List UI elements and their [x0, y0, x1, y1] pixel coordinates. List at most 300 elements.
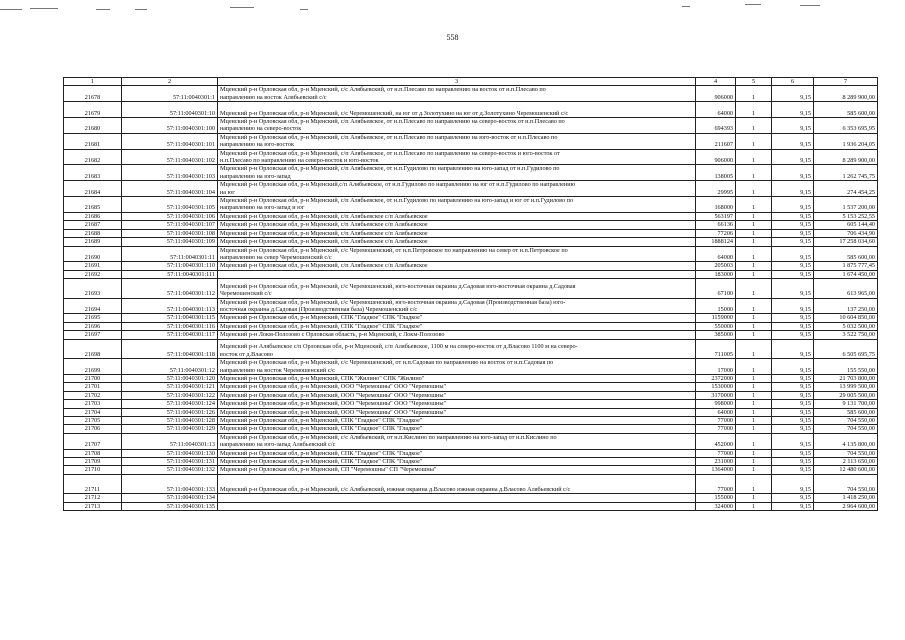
- cadastral-number-cell: 57:11:0040301:126: [122, 408, 218, 416]
- quantity-cell: 1: [736, 417, 772, 425]
- table-row: [64, 102, 878, 118]
- table-row: [64, 383, 878, 391]
- location-description-cell: [218, 502, 696, 510]
- location-description-cell: [218, 133, 696, 149]
- rate-cell: 9,15: [772, 133, 814, 149]
- value-cell: 704 550,00: [814, 474, 878, 494]
- table-row: [64, 359, 878, 375]
- cadastral-number-cell: 57:11:0040301:130: [122, 449, 218, 457]
- table-row: [64, 391, 878, 399]
- parcel-id-cell: 21706: [64, 425, 122, 433]
- location-description-cell: [218, 458, 696, 466]
- value-cell: 704 550,00: [814, 417, 878, 425]
- rate-cell: 9,15: [772, 391, 814, 399]
- value-cell: 704 550,00: [814, 425, 878, 433]
- table-row: [64, 149, 878, 165]
- area-cell: 3170000: [696, 391, 736, 399]
- description-line: Черемошенский с/с: [220, 290, 272, 298]
- location-description-cell: [218, 449, 696, 457]
- description-line: Мценский р-н Орловская обл, р-н Мценский, СПК "Гладкое" СПК "Гладкое": [220, 449, 423, 457]
- cadastral-number-cell: 57:11:0040301:113: [122, 298, 218, 314]
- location-description-cell: [218, 359, 696, 375]
- location-description-cell: [218, 221, 696, 229]
- area-cell: 1364000: [696, 466, 736, 474]
- cadastral-number-cell: 57:11:0040301:13: [122, 433, 218, 449]
- description-line: Мценский р-н Локм-Полозово с Орловская область, р-н Мценский, с Локм-Полозово: [220, 331, 445, 339]
- cadastral-number-cell: 57:11:0040301:121: [122, 383, 218, 391]
- description-line: Мценский р-н Орловская обл, р-н Мценский, с/п Алябьевское с/п Алябьевское: [220, 229, 428, 237]
- description-line: Мценский р-н Орловская обл, р-н Мценский, с/п Алябьевское, от н.п.Гудилово по направлению на юго-запад от н.п.Гудилово по: [220, 165, 560, 173]
- cadastral-number-cell: 57:11:0040301:107: [122, 221, 218, 229]
- parcel-id-cell: 21679: [64, 102, 122, 118]
- cadastral-number-cell: 57:11:0040301:12: [122, 359, 218, 375]
- quantity-cell: 1: [736, 118, 772, 134]
- value-cell: 605 144,40: [814, 221, 878, 229]
- quantity-cell: 1: [736, 246, 772, 262]
- parcel-id-cell: 21700: [64, 374, 122, 382]
- quantity-cell: 1: [736, 391, 772, 399]
- area-cell: 694393: [696, 118, 736, 134]
- cadastral-number-cell: 57:11:0040301:122: [122, 391, 218, 399]
- description-line: Мценский р-н Орловская обл, р-н Мценский, СПК "Гладкое" СПК "Гладкое": [220, 314, 423, 322]
- rate-cell: 9,15: [772, 270, 814, 278]
- rate-cell: 9,15: [772, 425, 814, 433]
- value-cell: 6 353 695,95: [814, 118, 878, 134]
- table-row: [64, 229, 878, 237]
- rate-cell: 9,15: [772, 165, 814, 181]
- quantity-cell: 1: [736, 212, 772, 220]
- cadastral-number-cell: 57:11:0040301:106: [122, 212, 218, 220]
- area-cell: 231000: [696, 458, 736, 466]
- cadastral-number-cell: 57:11:0040301:102: [122, 149, 218, 165]
- parcel-id-cell: 21682: [64, 149, 122, 165]
- description-line: направлению на восток Алябьевский с/с: [220, 93, 327, 101]
- description-line: восточная окраина д.Садовая (Производственная база) Черемошенский с/с: [220, 306, 418, 314]
- description-line: Мценский р-н Орловская обл, р-н Мценский, СП "Черемошны" СП "Черемошны": [220, 466, 437, 474]
- column-header: 6: [772, 78, 814, 86]
- table-row: [64, 425, 878, 433]
- table-row: [64, 502, 878, 510]
- cadastral-number-cell: 57:11:0040301:11: [122, 246, 218, 262]
- location-description-cell: [218, 165, 696, 181]
- table-row: [64, 86, 878, 102]
- column-header: 4: [696, 78, 736, 86]
- cadastral-number-cell: 57:11:0040301:108: [122, 229, 218, 237]
- location-description-cell: [218, 197, 696, 213]
- cadastral-number-cell: 57:11:0040301:105: [122, 197, 218, 213]
- cadastral-number-cell: 57:11:0040301:124: [122, 400, 218, 408]
- description-line: Мценский р-н Орловская обл, р-н Мценский, с/с Черемошенский, от н.п.Садовая по направлению на восток от н.п.Садовая по: [220, 359, 554, 367]
- location-description-cell: [218, 279, 696, 299]
- description-line: Мценский р-н Орловская обл, р-н Мценский,с/п Алябьевское, от н.п.Гудилово по направлению на юг от н.п.Гудилово по направлению: [220, 181, 576, 189]
- value-cell: 9 131 700,00: [814, 400, 878, 408]
- rate-cell: 9,15: [772, 458, 814, 466]
- rate-cell: 9,15: [772, 322, 814, 330]
- quantity-cell: 1: [736, 102, 772, 118]
- location-description-cell: [218, 246, 696, 262]
- location-description-cell: [218, 331, 696, 339]
- rate-cell: 9,15: [772, 433, 814, 449]
- rate-cell: 9,15: [772, 102, 814, 118]
- table-row: [64, 262, 878, 270]
- location-description-cell: [218, 181, 696, 197]
- rate-cell: 9,15: [772, 494, 814, 502]
- location-description-cell: [218, 229, 696, 237]
- description-line: Мценский р-н Орловская обл, р-н Мценский, с/п Алябьевское, от н.п.Плесаво по направлению на северо-восток от н.п.Плесаво по: [220, 118, 565, 126]
- location-description-cell: [218, 339, 696, 359]
- cadastral-number-cell: 57:11:0040301:131: [122, 458, 218, 466]
- location-description-cell: [218, 102, 696, 118]
- parcel-id-cell: 21708: [64, 449, 122, 457]
- parcel-id-cell: 21703: [64, 400, 122, 408]
- area-cell: 385000: [696, 331, 736, 339]
- description-line: направлению на северо-восток: [220, 125, 302, 133]
- value-cell: 13 999 500,00: [814, 383, 878, 391]
- table-row: [64, 433, 878, 449]
- quantity-cell: 1: [736, 322, 772, 330]
- area-cell: 64000: [696, 102, 736, 118]
- parcel-id-cell: 21696: [64, 322, 122, 330]
- cadastral-number-cell: 57:11:0040301:111: [122, 270, 218, 278]
- parcel-id-cell: 21709: [64, 458, 122, 466]
- quantity-cell: 1: [736, 433, 772, 449]
- table-body: [64, 86, 878, 511]
- description-line: Мценский р-н Орловская обл, р-н Мценский, с/с Черемошенский, на юг от д.Золотухино на юг от д.Золотухино Черемошенский с/с: [220, 109, 569, 117]
- location-description-cell: [218, 86, 696, 102]
- parcel-id-cell: 21691: [64, 262, 122, 270]
- parcel-id-cell: 21687: [64, 221, 122, 229]
- description-line: направлению на юго-запад и юг: [220, 204, 305, 212]
- value-cell: 613 965,00: [814, 279, 878, 299]
- cadastral-number-cell: 57:11:0040301:109: [122, 238, 218, 246]
- page-number: 558: [446, 33, 459, 42]
- cadastral-number-cell: 57:11:0040301:112: [122, 279, 218, 299]
- description-line: Мценский р-н Орловская обл, р-н Мценский, СПК "Гладкое" СПК "Гладкое": [220, 417, 423, 425]
- value-cell: 12 480 600,00: [814, 466, 878, 474]
- column-header: 1: [64, 78, 122, 86]
- description-line: Мценский р-н Орловская обл, р-н Мценский, с/с Черемошенский, от н.п.Петровское по направлению на север от н.п.Петровское по: [220, 246, 568, 254]
- table-row: [64, 246, 878, 262]
- location-description-cell: [218, 433, 696, 449]
- area-cell: 155000: [696, 494, 736, 502]
- rate-cell: 9,15: [772, 279, 814, 299]
- value-cell: 1 537 200,00: [814, 197, 878, 213]
- table-row: [64, 181, 878, 197]
- description-line: Мценский р-н Орловская обл, р-н Мценский, с/с Алябьевский, от н.п.Кислино по направлению на юго-запад от н.п.Кислино по: [220, 433, 557, 441]
- area-cell: 550000: [696, 322, 736, 330]
- cadastral-number-cell: 57:11:0040301:117: [122, 331, 218, 339]
- cadastral-number-cell: 57:11:0040301:116: [122, 322, 218, 330]
- description-line: Мценский р-н Орловская обл, р-н Мценский, СПК "Жилино" СПК "Жилино": [220, 374, 425, 382]
- parcel-id-cell: 21698: [64, 339, 122, 359]
- value-cell: 1 674 450,00: [814, 270, 878, 278]
- area-cell: 77000: [696, 417, 736, 425]
- location-description-cell: [218, 391, 696, 399]
- area-cell: 64000: [696, 408, 736, 416]
- value-cell: 1 262 745,75: [814, 165, 878, 181]
- area-cell: 205003: [696, 262, 736, 270]
- table-row: [64, 298, 878, 314]
- value-cell: 21 703 800,00: [814, 374, 878, 382]
- description-line: направлению на юго-восток: [220, 141, 294, 149]
- parcel-id-cell: 21705: [64, 417, 122, 425]
- rate-cell: 9,15: [772, 502, 814, 510]
- area-cell: 77000: [696, 425, 736, 433]
- table-row: [64, 466, 878, 474]
- table-row: [64, 221, 878, 229]
- area-cell: 711005: [696, 339, 736, 359]
- quantity-cell: 1: [736, 229, 772, 237]
- rate-cell: 9,15: [772, 339, 814, 359]
- location-description-cell: [218, 425, 696, 433]
- value-cell: 10 604 850,00: [814, 314, 878, 322]
- parcel-id-cell: 21695: [64, 314, 122, 322]
- location-description-cell: [218, 494, 696, 502]
- value-cell: 6 505 695,75: [814, 339, 878, 359]
- rate-cell: 9,15: [772, 212, 814, 220]
- description-line: Мценский р-н Алябьевское с/п Орловская обл, р-н Мценский, с/п Алябьевское, 1100 м на северо-восток от д.Власово 1100 м на северо-: [220, 343, 578, 351]
- cadastral-number-cell: 57:11:0040301:115: [122, 314, 218, 322]
- description-line: направлению на юго-запад Алябьевский с/с: [220, 441, 336, 449]
- rate-cell: 9,15: [772, 149, 814, 165]
- description-line: Мценский р-н Орловская обл, р-н Мценский, с/с Алябьевский, от н.п.Плесаво по направлению на восток от н.п.Плесаво по: [220, 86, 546, 94]
- rate-cell: 9,15: [772, 408, 814, 416]
- rate-cell: 9,15: [772, 181, 814, 197]
- area-cell: 138005: [696, 165, 736, 181]
- description-line: Мценский р-н Орловская обл, р-н Мценский, с/п Алябьевское, от н.п.Плесаво по направлению на юго-восток от н.п.Плесаво по: [220, 133, 558, 141]
- area-cell: 77000: [696, 474, 736, 494]
- value-cell: 2 113 650,00: [814, 458, 878, 466]
- area-cell: 183000: [696, 270, 736, 278]
- parcel-id-cell: 21689: [64, 238, 122, 246]
- value-cell: 17 258 034,60: [814, 238, 878, 246]
- value-cell: 585 600,00: [814, 102, 878, 118]
- rate-cell: 9,15: [772, 417, 814, 425]
- rate-cell: 9,15: [772, 474, 814, 494]
- table-row: [64, 212, 878, 220]
- location-description-cell: [218, 238, 696, 246]
- description-line: Мценский р-н Орловская обл, р-н Мценский, СПК "Гладкое" СПК "Гладкое": [220, 458, 423, 466]
- location-description-cell: [218, 466, 696, 474]
- quantity-cell: 1: [736, 238, 772, 246]
- area-cell: 15000: [696, 298, 736, 314]
- table-row: [64, 238, 878, 246]
- description-line: Мценский р-н Орловская обл, р-н Мценский, с/с Черемошенский, юго-восточная окраина д.Садовая юго-восточная окраина д.Садовая: [220, 282, 576, 290]
- cadastral-number-cell: 57:11:0040301:129: [122, 425, 218, 433]
- column-header: 3: [218, 78, 696, 86]
- parcel-id-cell: 21697: [64, 331, 122, 339]
- rate-cell: 9,15: [772, 86, 814, 102]
- parcel-id-cell: 21686: [64, 212, 122, 220]
- parcel-id-cell: 21694: [64, 298, 122, 314]
- quantity-cell: 1: [736, 374, 772, 382]
- table-row: [64, 133, 878, 149]
- table-row: [64, 118, 878, 134]
- area-cell: 1159000: [696, 314, 736, 322]
- quantity-cell: 1: [736, 197, 772, 213]
- value-cell: 1 936 204,05: [814, 133, 878, 149]
- quantity-cell: 1: [736, 181, 772, 197]
- location-description-cell: [218, 408, 696, 416]
- description-line: Мценский р-н Орловская обл, р-н Мценский, с/с Черемошенский, юго-восточная окраина д.Садовая (Производственная база) юго-: [220, 298, 566, 306]
- location-description-cell: [218, 474, 696, 494]
- cadastral-number-cell: 57:11:0040301:120: [122, 374, 218, 382]
- description-line: на юг: [220, 188, 235, 196]
- quantity-cell: 1: [736, 298, 772, 314]
- quantity-cell: 1: [736, 425, 772, 433]
- rate-cell: 9,15: [772, 314, 814, 322]
- quantity-cell: 1: [736, 400, 772, 408]
- location-description-cell: [218, 383, 696, 391]
- value-cell: 585 600,00: [814, 408, 878, 416]
- description-line: н.п.Плесаво по направлению на северо-восток и юго-восток: [220, 157, 379, 165]
- area-cell: 168000: [696, 197, 736, 213]
- quantity-cell: 1: [736, 133, 772, 149]
- parcel-id-cell: 21688: [64, 229, 122, 237]
- land-parcels-table: [63, 77, 878, 511]
- parcel-id-cell: 21683: [64, 165, 122, 181]
- cadastral-number-cell: 57:11:0040301:110: [122, 262, 218, 270]
- quantity-cell: 1: [736, 359, 772, 375]
- quantity-cell: 1: [736, 221, 772, 229]
- cadastral-number-cell: 57:11:0040301:135: [122, 502, 218, 510]
- value-cell: 706 434,90: [814, 229, 878, 237]
- value-cell: 2 964 600,00: [814, 502, 878, 510]
- cadastral-number-cell: 57:11:0040301:103: [122, 165, 218, 181]
- quantity-cell: 1: [736, 502, 772, 510]
- column-header: 7: [814, 78, 878, 86]
- rate-cell: 9,15: [772, 449, 814, 457]
- parcel-id-cell: 21684: [64, 181, 122, 197]
- description-line: Мценский р-н Орловская обл, р-н Мценский, с/п Алябьевское, от н.п.Плесаво по направлению на северо-восток и юго-восток от: [220, 149, 560, 157]
- rate-cell: 9,15: [772, 238, 814, 246]
- cadastral-number-cell: 57:11:0040301:118: [122, 339, 218, 359]
- description-line: Мценский р-н Орловская обл, р-н Мценский, ООО "Черемошны" ООО "Черемошны": [220, 408, 447, 416]
- quantity-cell: 1: [736, 383, 772, 391]
- parcel-id-cell: 21711: [64, 474, 122, 494]
- table-row: [64, 197, 878, 213]
- quantity-cell: 1: [736, 474, 772, 494]
- table-row: [64, 417, 878, 425]
- parcel-id-cell: 21707: [64, 433, 122, 449]
- cadastral-number-cell: 57:11:0040301:128: [122, 417, 218, 425]
- location-description-cell: [218, 400, 696, 408]
- column-header: 5: [736, 78, 772, 86]
- parcel-id-cell: 21685: [64, 197, 122, 213]
- quantity-cell: 1: [736, 270, 772, 278]
- description-line: Мценский р-н Орловская обл, р-н Мценский, ООО "Черемошны" ООО "Черемошны": [220, 400, 447, 408]
- parcel-id-cell: 21710: [64, 466, 122, 474]
- cadastral-number-cell: 57:11:0040301:1: [122, 86, 218, 102]
- parcel-id-cell: 21681: [64, 133, 122, 149]
- description-line: Мценский р-н Орловская обл, р-н Мценский, ООО "Черемошны" ООО "Черемошны": [220, 383, 447, 391]
- cadastral-number-cell: 57:11:0040301:104: [122, 181, 218, 197]
- value-cell: 5 032 500,00: [814, 322, 878, 330]
- rate-cell: 9,15: [772, 118, 814, 134]
- location-description-cell: [218, 298, 696, 314]
- location-description-cell: [218, 149, 696, 165]
- location-description-cell: [218, 262, 696, 270]
- description-line: Мценский р-н Орловская обл, р-н Мценский, с/с Алябьевский, южная окраина д.Власово южная окраина д.Власово Алябьевский с/с: [220, 485, 571, 493]
- cadastral-number-cell: 57:11:0040301:134: [122, 494, 218, 502]
- table-row: [64, 165, 878, 181]
- description-line: Мценский р-н Орловская обл, р-н Мценский, с/п Алябьевское с/п Алябьевское: [220, 212, 428, 220]
- location-description-cell: [218, 212, 696, 220]
- rate-cell: 9,15: [772, 400, 814, 408]
- rate-cell: 9,15: [772, 246, 814, 262]
- table-row: [64, 458, 878, 466]
- cadastral-number-cell: 57:11:0040301:133: [122, 474, 218, 494]
- description-line: направлению на восток Черемошенский с/с: [220, 366, 335, 374]
- value-cell: 1 418 250,00: [814, 494, 878, 502]
- quantity-cell: 1: [736, 458, 772, 466]
- quantity-cell: 1: [736, 339, 772, 359]
- value-cell: 8 289 900,00: [814, 86, 878, 102]
- location-description-cell: [218, 322, 696, 330]
- area-cell: 77206: [696, 229, 736, 237]
- value-cell: 4 135 800,00: [814, 433, 878, 449]
- parcel-id-cell: 21712: [64, 494, 122, 502]
- quantity-cell: 1: [736, 149, 772, 165]
- value-cell: 29 005 500,00: [814, 391, 878, 399]
- quantity-cell: 1: [736, 165, 772, 181]
- quantity-cell: 1: [736, 449, 772, 457]
- description-line: Мценский р-н Орловская обл, р-н Мценский, СПК "Гладкое" СПК "Гладкое": [220, 425, 423, 433]
- area-cell: 998000: [696, 400, 736, 408]
- value-cell: 274 454,25: [814, 181, 878, 197]
- area-cell: 64000: [696, 246, 736, 262]
- quantity-cell: 1: [736, 279, 772, 299]
- table-row: [64, 270, 878, 278]
- description-line: Мценский р-н Орловская обл, р-н Мценский, ООО "Черемошны" ООО "Черемошны": [220, 391, 447, 399]
- area-cell: 77000: [696, 449, 736, 457]
- rate-cell: 9,15: [772, 298, 814, 314]
- parcel-id-cell: 21678: [64, 86, 122, 102]
- location-description-cell: [218, 417, 696, 425]
- rate-cell: 9,15: [772, 359, 814, 375]
- rate-cell: 9,15: [772, 262, 814, 270]
- parcel-id-cell: 21680: [64, 118, 122, 134]
- value-cell: 704 550,00: [814, 449, 878, 457]
- area-cell: 906000: [696, 86, 736, 102]
- description-line: Мценский р-н Орловская обл, р-н Мценский, с/п Алябьевское, от н.п.Гудилово по направлению на юго-запад и юг от н.п.Гудилово по: [220, 197, 574, 205]
- area-cell: 324000: [696, 502, 736, 510]
- value-cell: 5 153 252,55: [814, 212, 878, 220]
- parcel-id-cell: 21693: [64, 279, 122, 299]
- quantity-cell: 1: [736, 86, 772, 102]
- cadastral-number-cell: 57:11:0040301:100: [122, 118, 218, 134]
- quantity-cell: 1: [736, 262, 772, 270]
- quantity-cell: 1: [736, 408, 772, 416]
- parcel-id-cell: 21704: [64, 408, 122, 416]
- description-line: Мценский р-н Орловская обл, р-н Мценский, с/п Алябьевское с/п Алябьевское: [220, 238, 428, 246]
- table-row: [64, 494, 878, 502]
- table-row: [64, 474, 878, 494]
- parcel-id-cell: 21692: [64, 270, 122, 278]
- area-cell: 29995: [696, 181, 736, 197]
- area-cell: 67100: [696, 279, 736, 299]
- cadastral-number-cell: 57:11:0040301:10: [122, 102, 218, 118]
- value-cell: 137 250,00: [814, 298, 878, 314]
- description-line: Мценский р-н Орловская обл, р-н Мценский, с/п Алябьевское с/п Алябьевское: [220, 262, 428, 270]
- value-cell: 155 550,00: [814, 359, 878, 375]
- rate-cell: 9,15: [772, 466, 814, 474]
- value-cell: 585 600,00: [814, 246, 878, 262]
- description-line: направлению на юго-запад: [220, 172, 291, 180]
- description-line: направлению на север Черемошенский с/с: [220, 253, 332, 261]
- value-cell: 1 875 777,45: [814, 262, 878, 270]
- parcel-id-cell: 21702: [64, 391, 122, 399]
